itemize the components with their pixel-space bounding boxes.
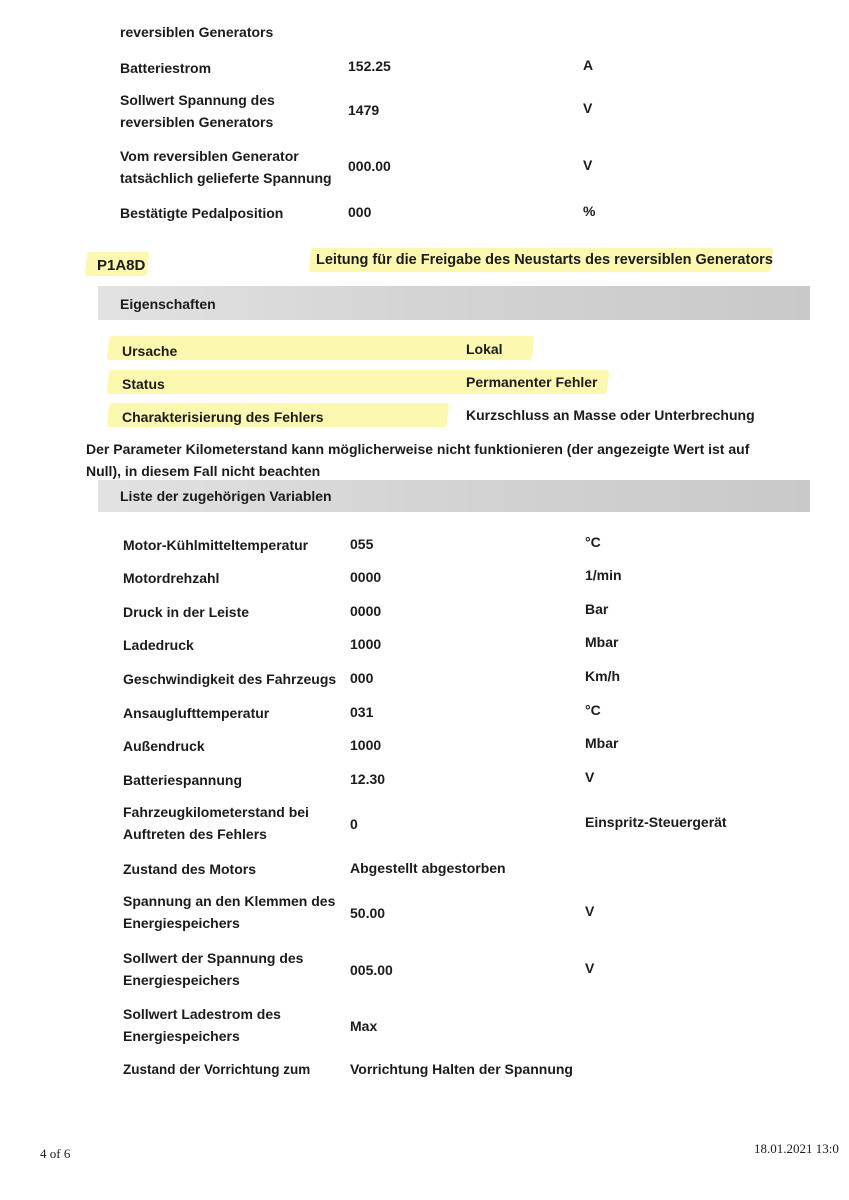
variable-value: 005.00 — [350, 962, 393, 978]
notice-text: Der Parameter Kilometerstand kann möglicherweise nicht funktionieren (der angezeigte Wert ist auf Null), in diesem Fall nicht beachten — [86, 441, 750, 479]
property-value: Kurzschluss an Masse oder Unterbrechung — [466, 407, 755, 423]
variable-value: 000 — [350, 670, 374, 686]
property-value: Lokal — [466, 341, 503, 357]
variable-label: Geschwindigkeit des Fahrzeugs — [123, 671, 337, 687]
row-label: reversiblen Generators — [120, 24, 274, 40]
variable-unit: °C — [585, 702, 601, 718]
row-unit: V — [583, 157, 593, 173]
variable-value: 12.30 — [350, 771, 386, 787]
variable-label: Spannung an den Klemmen des Energiespeichers — [123, 893, 336, 931]
variable-unit: Mbar — [585, 735, 619, 751]
section-title: Eigenschaften — [120, 296, 216, 312]
variable-label: Ansauglufttemperatur — [123, 705, 270, 721]
row-unit: V — [583, 100, 593, 116]
row-unit: % — [583, 203, 596, 219]
variable-value: 0000 — [350, 603, 382, 619]
print-datetime: 18.01.2021 13:0 — [754, 1141, 839, 1156]
variable-label: Fahrzeugkilometerstand bei Auftreten des Fehlers — [123, 804, 309, 842]
variable-label: Motordrehzahl — [123, 570, 220, 586]
variable-label: Ladedruck — [123, 637, 194, 653]
variable-value: 0 — [350, 816, 358, 832]
variable-label: Zustand der Vorrichtung zum — [123, 1062, 311, 1077]
variable-label: Batteriespannung — [123, 772, 243, 788]
row-value: 152.25 — [348, 58, 391, 74]
variable-unit: V — [585, 769, 595, 785]
variable-unit: Einspritz-Steuergerät — [585, 814, 727, 830]
variable-value: 055 — [350, 536, 374, 552]
variable-label: Sollwert der Spannung des Energiespeichers — [123, 950, 304, 988]
variable-value: 1000 — [350, 636, 382, 652]
variable-value: Vorrichtung Halten der Spannung — [350, 1061, 573, 1077]
variable-value: Max — [350, 1018, 378, 1034]
variable-value: 0000 — [350, 569, 382, 585]
variable-unit: V — [585, 903, 595, 919]
variable-value: 50.00 — [350, 905, 386, 921]
row-unit: A — [583, 57, 594, 73]
property-label: Charakterisierung des Fehlers — [122, 409, 324, 425]
variable-unit: 1/min — [585, 567, 622, 583]
property-label: Ursache — [122, 343, 178, 359]
row-value: 000 — [348, 204, 372, 220]
row-label: Bestätigte Pedalposition — [120, 205, 284, 221]
page-number: 4 of 6 — [40, 1146, 71, 1161]
row-label: Batteriestrom — [120, 60, 212, 76]
variable-label: Motor-Kühlmitteltemperatur — [123, 537, 309, 553]
variable-unit: °C — [585, 534, 601, 550]
variable-unit: Km/h — [585, 668, 620, 684]
variable-unit: Mbar — [585, 634, 619, 650]
variable-unit: V — [585, 960, 595, 976]
property-label: Status — [122, 376, 165, 392]
variable-unit: Bar — [585, 601, 609, 617]
variable-value: 031 — [350, 704, 374, 720]
variable-label: Sollwert Ladestrom des Energiespeichers — [123, 1006, 281, 1044]
variable-label: Druck in der Leiste — [123, 604, 250, 620]
variable-label: Außendruck — [123, 738, 205, 754]
property-value: Permanenter Fehler — [466, 374, 598, 390]
section-title: Liste der zugehörigen Variablen — [120, 488, 332, 504]
row-label: Vom reversiblen Generator tatsächlich gelieferte Spannung — [120, 148, 332, 186]
variable-value: 1000 — [350, 737, 382, 753]
fault-code: P1A8D — [97, 257, 146, 274]
row-value: 1479 — [348, 102, 380, 118]
row-value: 000.00 — [348, 158, 391, 174]
fault-description: Leitung für die Freigabe des Neustarts des reversiblen Generators — [316, 252, 773, 268]
variable-label: Zustand des Motors — [123, 861, 257, 877]
row-label: Sollwert Spannung des reversiblen Generators — [120, 92, 275, 130]
variable-value: Abgestellt abgestorben — [350, 860, 506, 876]
